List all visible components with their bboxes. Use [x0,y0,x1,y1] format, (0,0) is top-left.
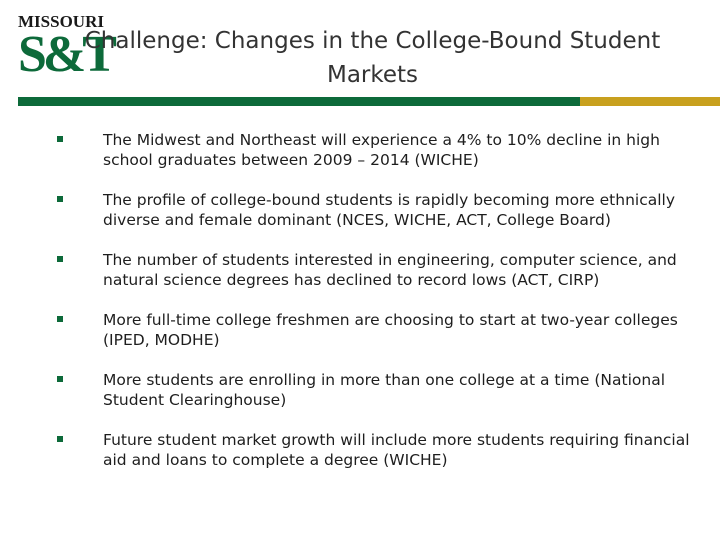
bullet-item [55,370,695,410]
bullet-text: The number of students interested in engineering, computer science, and natural science degrees has declined to record lows (ACT, CIRP) [103,251,677,289]
square-bullet-icon [57,376,63,382]
square-bullet-icon [57,436,63,442]
square-bullet-icon [57,316,63,322]
slide-title: Challenge: Changes in the College-Bound Student Markets [84,28,661,88]
bullet-text: Future student market growth will include more students requiring financial aid and loans to complete a degree (WICHE) [103,431,690,469]
title-rule-green [18,97,580,106]
bullet-list [55,130,695,470]
logo-wordmark: MISSOURI [18,12,104,31]
bullet-item [55,430,695,470]
bullet-item [55,130,695,170]
square-bullet-icon [57,196,63,202]
bullet-text: The Midwest and Northeast will experience a 4% to 10% decline in high school graduates between 2009 – 2014 (WICHE) [103,131,660,169]
logo-monogram: S&T [18,26,113,83]
bullet-text: More students are enrolling in more than one college at a time (National Student Clearinghouse) [103,371,666,409]
square-bullet-icon [57,256,63,262]
square-bullet-icon [57,136,63,142]
bullet-text: More full-time college freshmen are choosing to start at two-year colleges (IPED, MODHE) [103,311,678,349]
bullet-text: The profile of college-bound students is rapidly becoming more ethnically diverse and female dominant (NCES, WICHE, ACT, College Board) [103,191,676,229]
bullet-item [55,190,695,230]
bullet-item [55,310,695,350]
bullet-item [55,250,695,290]
title-rule-gold [580,97,720,106]
